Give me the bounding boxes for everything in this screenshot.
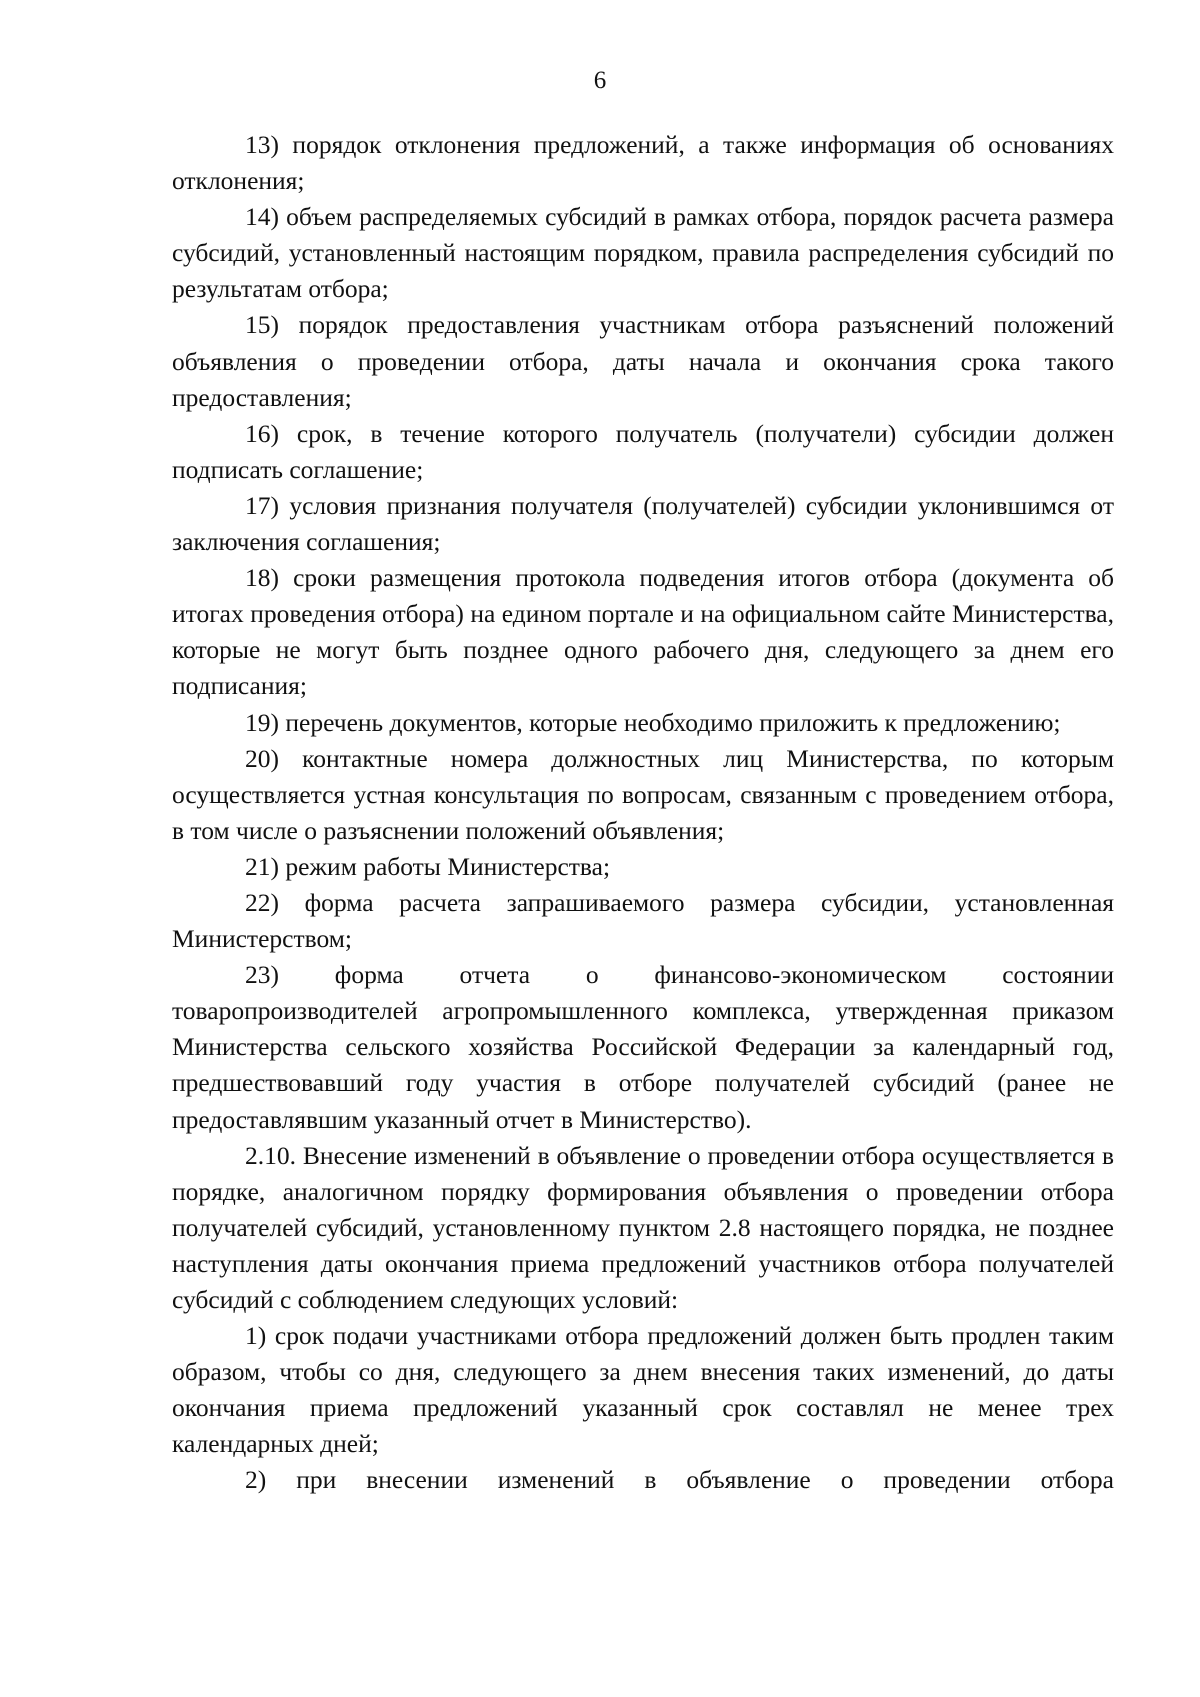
paragraph-item-18: 18) сроки размещения протокола подведения итогов отбора (документа об итогах проведения отбора) на едином портале и на официальном сайте Министерства, которые не могут быть позднее одного рабочего дня, следующего за днем его подписания; [172, 563, 1114, 701]
paragraph-item-21: 21) режим работы Министерства; [245, 851, 611, 881]
paragraph-section-2-10: 2.10. Внесение изменений в объявление о проведении отбора осуществляется в порядке, аналогичном порядку формирования объявления о проведении отбора получателей субсидий, установленному пунктом 2.8 настоящего порядка, не позднее наступления даты окончания приема предложений участников отбора получателей субсидий с соблюдением следующих условий: [172, 1140, 1114, 1314]
paragraph-item-16: 16) срок, в течение которого получатель (получатели) субсидии должен подписать соглашение; [172, 418, 1114, 484]
paragraph-item-19: 19) перечень документов, которые необходимо приложить к предложению; [245, 707, 1061, 737]
paragraph-condition-2: 2) при внесении изменений в объявление о проведении отбора [245, 1465, 1114, 1495]
paragraph-item-23: 23) форма отчета о финансово-экономическом состоянии товаропроизводителей агропромышленного комплекса, утвержденная приказом Министерства сельского хозяйства Российской Федерации за календарный год, предшествовавший году участия в отборе получателей субсидий (ранее не предоставлявшим указанный отчет в Министерство). [172, 960, 1114, 1134]
paragraph-item-17: 17) условия признания получателя (получателей) субсидии уклонившимся от заключения соглашения; [172, 490, 1114, 557]
paragraph-item-20: 20) контактные номера должностных лиц Министерства, по которым осуществляется устная консультация по вопросам, связанным с проведением отбора, в том числе о разъяснении положений объявления; [172, 743, 1114, 845]
paragraph-item-14: 14) объем распределяемых субсидий в рамках отбора, порядок расчета размера субсидий, установленный настоящим порядком, правила распределения субсидий по результатам отбора; [172, 202, 1114, 304]
page-number: 6 [593, 67, 607, 94]
paragraph-condition-1: 1) срок подачи участниками отбора предложений должен быть продлен таким образом, чтобы со дня, следующего за днем внесения таких изменений, до даты окончания приема предложений указанный срок составлял не менее трех календарных дней; [172, 1321, 1114, 1459]
document-body [172, 127, 1114, 1499]
paragraph-item-15: 15) порядок предоставления участникам отбора разъяснений положений объявления о проведении отбора, даты начала и окончания срока такого предоставления; [172, 310, 1114, 412]
paragraph-item-13: 13) порядок отклонения предложений, а также информация об основаниях отклонения; [172, 130, 1114, 196]
paragraph-item-22: 22) форма расчета запрашиваемого размера субсидии, установленная Министерством; [172, 887, 1114, 954]
